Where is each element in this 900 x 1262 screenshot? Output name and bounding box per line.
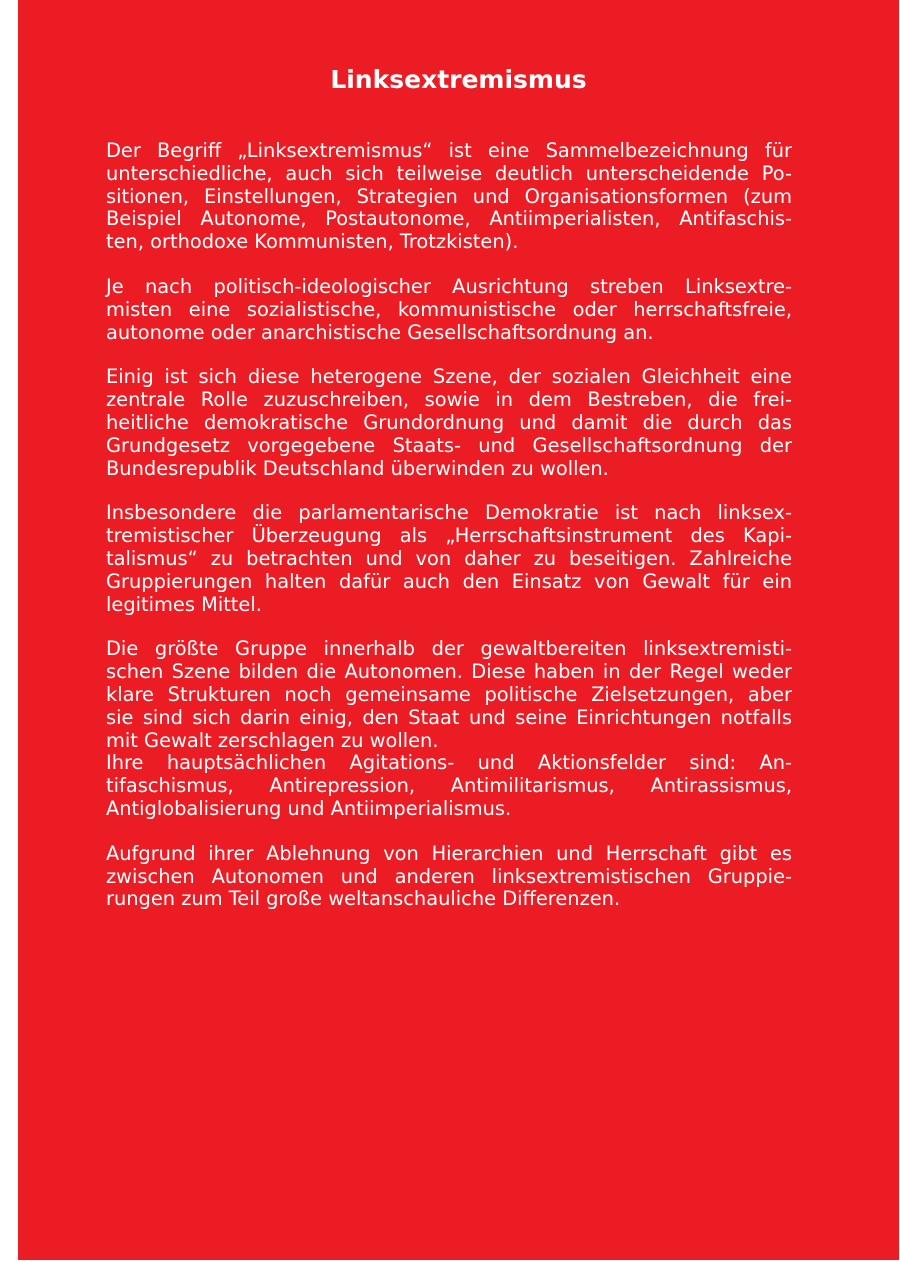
text-line: Grundgesetz vorgegebene Staats- und Gesellschaftsordnung der: [106, 433, 792, 457]
text-line: zentrale Rolle zuzuschreiben, sowie in dem Bestreben, die frei-: [106, 388, 792, 412]
text-line: talismus“ zu betrachten und von daher zu beseitigen. Zahlreiche: [106, 546, 792, 570]
paragraph-action-fields: [106, 752, 792, 820]
text-line: sitionen, Einstellungen, Strategien und Organisationsformen (zum: [106, 184, 792, 208]
text-line: autonome oder anarchistische Gesellschaftsordnung an.: [106, 320, 654, 344]
text-line: Gruppierungen halten dafür auch den Einsatz von Gewalt für ein: [106, 569, 792, 593]
text-line: Antiglobalisierung und Antiimperialismus.: [106, 796, 512, 820]
text-line: unterschiedliche, auch sich teilweise deutlich unterscheidende Po-: [106, 161, 792, 185]
text-line: rungen zum Teil große weltanschauliche Differenzen.: [106, 887, 621, 911]
paragraph-democracy: [106, 502, 792, 616]
text-line: Die größte Gruppe innerhalb der gewaltbereiten linksextremisti-: [106, 637, 792, 661]
text-line: tremistischer Überzeugung als „Herrschaftsinstrument des Kapi-: [106, 524, 792, 548]
document-body: [106, 140, 792, 933]
text-line: schen Szene bilden die Autonomen. Diese haben in der Regel weder: [106, 660, 792, 684]
paragraph-ideology: [106, 276, 792, 344]
text-line: Aufgrund ihrer Ablehnung von Hierarchien und Herrschaft gibt es: [106, 841, 792, 865]
page-title: Linksextremismus: [330, 65, 587, 94]
document-page: [18, 0, 899, 1260]
paragraph-differences: [106, 843, 792, 911]
text-line: zwischen Autonomen und anderen linksextremistischen Gruppie-: [106, 864, 792, 888]
paragraph-definition: [106, 140, 792, 254]
text-line: tifaschismus, Antirepression, Antimilitarismus, Antirassismus,: [106, 774, 792, 798]
text-line: Je nach politisch-ideologischer Ausrichtung streben Linksextre-: [106, 274, 792, 298]
text-line: legitimes Mittel.: [106, 592, 262, 616]
text-line: Einig ist sich diese heterogene Szene, der sozialen Gleichheit eine: [106, 365, 792, 389]
text-line: klare Strukturen noch gemeinsame politische Zielsetzungen, aber: [106, 682, 792, 706]
paragraph-goals: [106, 366, 792, 480]
paragraph-autonomists: [106, 638, 792, 752]
text-line: ten, orthodoxe Kommunisten, Trotzkisten).: [106, 230, 519, 254]
text-line: misten eine sozialistische, kommunistische oder herrschaftsfreie,: [106, 297, 792, 321]
text-line: Beispiel Autonome, Postautonome, Antiimperialisten, Antifaschis-: [106, 207, 792, 231]
text-line: Der Begriff „Linksextremismus“ ist eine Sammelbezeichnung für: [106, 139, 792, 162]
text-line: mit Gewalt zerschlagen zu wollen.: [106, 728, 439, 752]
text-line: Insbesondere die parlamentarische Demokratie ist nach linksex-: [106, 501, 792, 525]
text-line: heitliche demokratische Grundordnung und damit die durch das: [106, 410, 792, 434]
text-line: Bundesrepublik Deutschland überwinden zu wollen.: [106, 456, 609, 480]
text-line: Ihre hauptsächlichen Agitations- und Aktionsfelder sind: An-: [106, 751, 792, 775]
text-line: sie sind sich darin einig, den Staat und seine Einrichtungen notfalls: [106, 705, 792, 729]
